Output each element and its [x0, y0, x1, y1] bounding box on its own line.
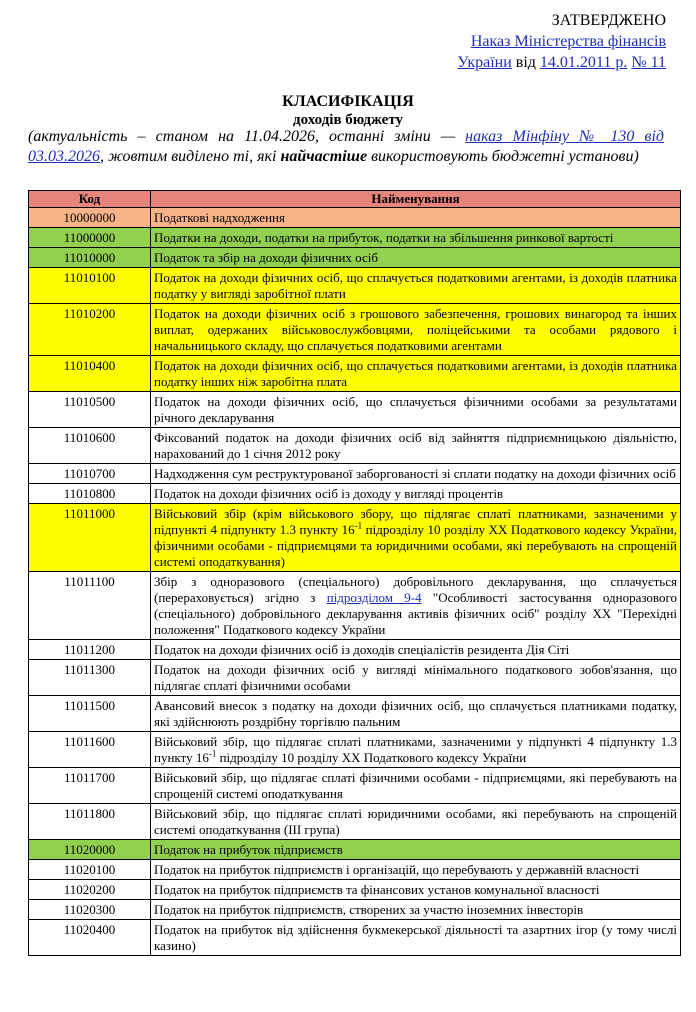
name-cell: Авансовий внесок з податку на доходи фізичних осіб, що сплачується платниками податку, які здійснюють роздрібну торгівлю пальним — [151, 696, 681, 732]
table-row — [29, 228, 681, 248]
name-cell: Податок на прибуток підприємств, створених за участю іноземних інвесторів — [151, 900, 681, 920]
code-cell: 11011100 — [29, 572, 151, 640]
name-cell: Податки на доходи, податки на прибуток, податки на збільшення ринкової вартості — [151, 228, 681, 248]
code-cell: 11020400 — [29, 920, 151, 956]
code-cell: 11011000 — [29, 504, 151, 572]
classification-table — [28, 190, 681, 956]
table-row — [29, 392, 681, 428]
ministry-order-link[interactable]: наказ Мінфіну № 130 від 03.03.2026 — [28, 128, 665, 165]
subsection-link[interactable]: підрозділом 9-4 — [326, 590, 422, 605]
note-bold: найчастіше — [280, 148, 368, 165]
table-row — [29, 268, 681, 304]
order-link-country[interactable]: України — [457, 54, 512, 71]
name-cell: Податок на доходи фізичних осіб, що сплачується податковими агентами, із доходів платника податку інших ніж заробітна плата — [151, 356, 681, 392]
code-cell: 11010800 — [29, 484, 151, 504]
page-subtitle: доходів бюджету — [292, 112, 404, 128]
table-row — [29, 840, 681, 860]
name-cell: Податок та збір на доходи фізичних осіб — [151, 248, 681, 268]
name-text: "Особливості застосування одноразового (спеціального) добровільного декларування активів фізичних осіб" розділу XX "Перехідні положення" Податкового кодексу України — [154, 590, 677, 637]
name-text: Військовий збір, що підлягає сплаті платниками, зазначеними у підпункті 4 підпункту 1.3 пункту 16 — [154, 734, 677, 765]
name-cell: Податок на доходи фізичних осіб з грошового забезпечення, грошових винагород та інших виплат, одержаних військовослужбовцями, поліцейськими та особами рядового і начальницького складу, що сплачується податковими агентами — [151, 304, 681, 356]
table-row — [29, 504, 681, 572]
superscript: -1 — [208, 748, 217, 759]
superscript: -1 — [354, 520, 363, 531]
name-text: Військовий збір (крім військового збору, що підлягає сплаті платниками, зазначеними у підпункті 4 підпункту 1.3 пункту 16 — [154, 506, 677, 537]
table-row — [29, 484, 681, 504]
code-cell: 11011700 — [29, 768, 151, 804]
note-text-3: використовують бюджетні установи) — [367, 148, 639, 165]
table-row — [29, 248, 681, 268]
name-cell — [151, 572, 681, 640]
table-row — [29, 572, 681, 640]
name-cell: Податок на прибуток підприємств — [151, 840, 681, 860]
note-text-2: , жовтим виділено ті, які — [100, 148, 281, 165]
page-title: КЛАСИФІКАЦІЯ — [282, 93, 414, 110]
name-cell: Податкові надходження — [151, 208, 681, 228]
table-row — [29, 900, 681, 920]
code-cell: 11011800 — [29, 804, 151, 840]
order-number-link[interactable]: № 11 — [631, 54, 666, 71]
name-cell: Податок на прибуток підприємств та фінансових установ комунальної власності — [151, 880, 681, 900]
table-row — [29, 804, 681, 840]
name-cell: Податок на доходи фізичних осіб із доходів спеціалістів резидента Дія Сіті — [151, 640, 681, 660]
table-row — [29, 304, 681, 356]
code-cell: 11020000 — [29, 840, 151, 860]
table-row — [29, 880, 681, 900]
code-cell: 11010600 — [29, 428, 151, 464]
name-cell: Надходження сум реструктурованої заборгованості зі сплати податку на доходи фізичних осіб — [151, 464, 681, 484]
code-cell: 11010700 — [29, 464, 151, 484]
header-name: Найменування — [151, 191, 681, 208]
code-cell: 11010200 — [29, 304, 151, 356]
approval-order-line — [457, 31, 666, 52]
table-row — [29, 356, 681, 392]
table-body — [29, 208, 681, 956]
code-cell: 11011600 — [29, 732, 151, 768]
code-cell: 11011500 — [29, 696, 151, 732]
table-row — [29, 640, 681, 660]
name-text: підрозділу 10 розділу XX Податкового кодексу України, фізичними особами - підприємцями та юридичними особами, які перебувають на спрощеній системі оподаткування) — [154, 522, 677, 569]
order-date-link[interactable]: 14.01.2011 р. — [539, 54, 628, 71]
name-cell: Податок на доходи фізичних осіб із доходу у вигляді процентів — [151, 484, 681, 504]
code-cell: 11020200 — [29, 880, 151, 900]
code-cell: 11000000 — [29, 228, 151, 248]
table-row — [29, 660, 681, 696]
table-header-row — [29, 191, 681, 208]
name-cell: Податок на доходи фізичних осіб у вигляді мінімального податкового зобов'язання, що підлягає сплаті фізичними особами — [151, 660, 681, 696]
name-cell: Податок на доходи фізичних осіб, що сплачується фізичними особами за результатами річного декларування — [151, 392, 681, 428]
approval-block — [457, 10, 666, 73]
table-row — [29, 920, 681, 956]
name-cell: Військовий збір, що підлягає сплаті юридичними особами, які перебувають на спрощеній системі оподаткування (III група) — [151, 804, 681, 840]
code-cell: 11011300 — [29, 660, 151, 696]
name-cell: Військовий збір, що підлягає сплаті фізичними особами - підприємцями, які перебувають на спрощеній системі оподаткування — [151, 768, 681, 804]
approval-date-line — [457, 52, 666, 73]
name-cell: Податок на прибуток від здійснення букмекерської діяльності та азартних ігор (у тому числі казино) — [151, 920, 681, 956]
name-cell — [151, 732, 681, 768]
name-text: Збір з одноразового (спеціального) добровільного декларування, що сплачується (перераховується) згідно з — [154, 574, 677, 605]
code-cell: 11010500 — [29, 392, 151, 428]
order-link[interactable]: Наказ Міністерства фінансів — [470, 33, 666, 50]
table-row — [29, 464, 681, 484]
from-word: від — [515, 54, 536, 71]
table-row — [29, 696, 681, 732]
table-row — [29, 428, 681, 464]
name-cell: Фіксований податок на доходи фізичних осіб від зайняття підприємницькою діяльністю, нарахований до 1 січня 2012 року — [151, 428, 681, 464]
approval-label: ЗАТВЕРДЖЕНО — [551, 12, 666, 29]
note-text-1: (актуальність – станом на 11.04.2026, останні зміни — — [28, 128, 466, 145]
table-row — [29, 860, 681, 880]
code-cell: 10000000 — [29, 208, 151, 228]
name-text: підрозділу 10 розділу XX Податкового кодексу України — [216, 750, 527, 765]
relevance-note — [28, 127, 664, 167]
table-row — [29, 732, 681, 768]
code-cell: 11020100 — [29, 860, 151, 880]
name-cell: Податок на доходи фізичних осіб, що сплачується податковими агентами, із доходів платника податку у вигляді заробітної плати — [151, 268, 681, 304]
code-cell: 11020300 — [29, 900, 151, 920]
table-row — [29, 208, 681, 228]
header-code: Код — [29, 191, 151, 208]
table-row — [29, 768, 681, 804]
code-cell: 11010400 — [29, 356, 151, 392]
code-cell: 11010100 — [29, 268, 151, 304]
code-cell: 11011200 — [29, 640, 151, 660]
code-cell: 11010000 — [29, 248, 151, 268]
name-cell: Податок на прибуток підприємств і організацій, що перебувають у державній власності — [151, 860, 681, 880]
name-cell — [151, 504, 681, 572]
